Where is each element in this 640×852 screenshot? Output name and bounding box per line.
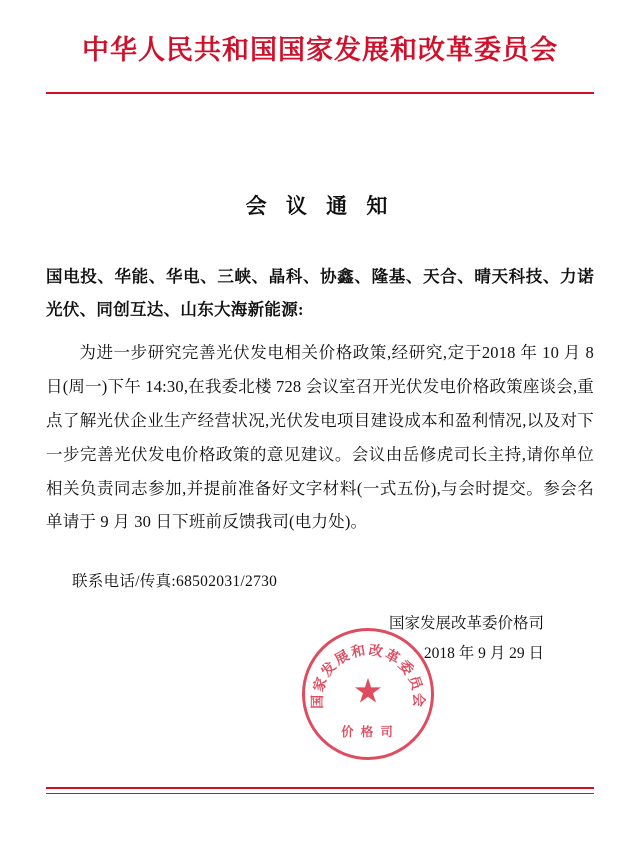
seal-arc-label: 国家发展和改革委员会 (310, 643, 426, 709)
page-title: 会 议 通 知 (245, 194, 395, 219)
body-paragraph (46, 336, 594, 539)
footer-divider (46, 787, 594, 794)
signature-block (46, 609, 594, 668)
footer-rule-thin (46, 793, 594, 794)
seal-bottom-label: 价 格 司 (341, 725, 395, 739)
star-icon: ★ (352, 673, 384, 711)
letterhead-title: 中华人民共和国国家发展和改革委员会 (82, 35, 558, 65)
header-divider-rule (46, 92, 594, 94)
body-paragraph-text: 为进一步研究完善光伏发电相关价格政策,经研究,定于2018 年 10 月 8 日(周一)下午 14:30,在我委北楼 728 会议室召开光伏发电价格政策座谈会,重点了解光伏企业生产经营状况,光伏发电项目建设成本和盈利情况,以及对下一步完善光伏发电价格政策的意见建议。会议由岳修虎司长主持,请你单位相关负责同志参加,并提前准备好文字材料(一式五份),与会时提交。参会名单请于 9 月 30 日下班前反馈我司(电力处)。 (46, 343, 594, 532)
footer-rule-thick (46, 787, 594, 789)
contact-line: 联系电话/传真:68502031/2730 (72, 573, 278, 591)
issuing-authority: 国家发展改革委价格司 (388, 615, 544, 633)
issue-date: 2018 年 9 月 29 日 (423, 644, 544, 662)
recipients-line: 国电投、华能、华电、三峡、晶科、协鑫、隆基、天合、晴天科技、力诺光伏、同创互达、山东大海新能源: (46, 267, 594, 320)
